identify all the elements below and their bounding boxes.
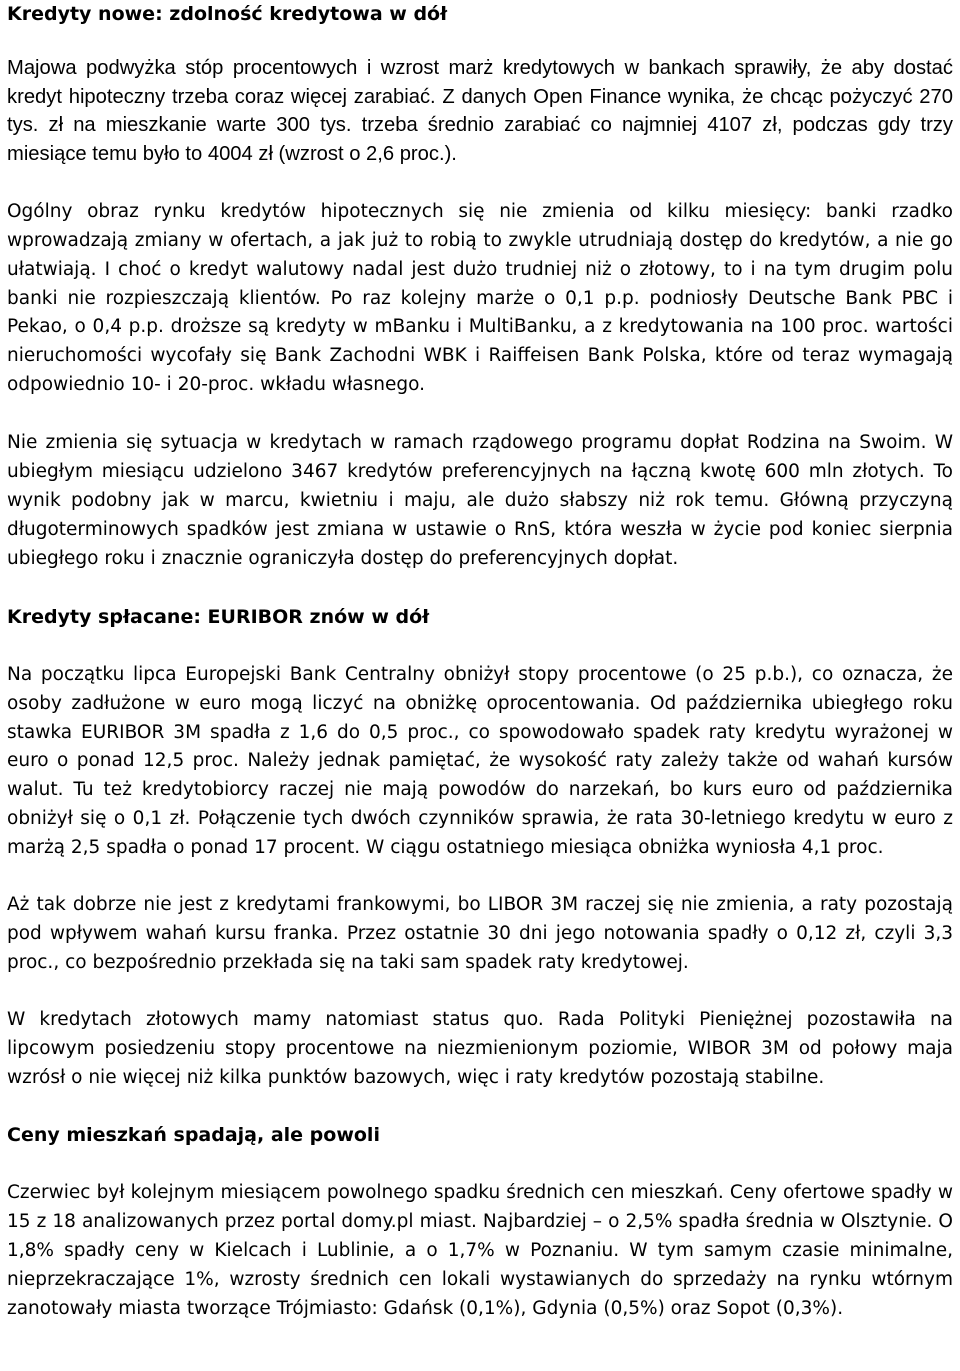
section-heading-new-loans: Kredyty nowe: zdolność kredytowa w dół	[7, 3, 448, 25]
paragraph-euribor: Na początku lipca Europejski Bank Centralny obniżył stopy procentowe (o 25 p.b.), co oznacza, że osoby zadłużone w euro mogą liczyć na obniżkę oprocentowania. Od października ubiegłego roku stawka EURIBOR 3M spadła z 1,6 do 0,5 proc., co spowodowało spadek raty kredytu wyrażonej w euro o ponad 12,5 proc. Należy jednak pamiętać, że wysokość raty zależy także od wahań kursów walut. Tu też kredytobiorcy raczej nie mają powodów do narzekań, bo kurs euro od października obniżył się o 0,1 zł. Połączenie tych dwóch czynników sprawia, że rata 30-letniego kredytu w euro z marżą 2,5 spadła o ponad 17 procent. W ciągu ostatniego miesiąca obniżka wyniosła 4,1 proc.	[7, 663, 953, 859]
paragraph-credit-capacity: Majowa podwyżka stóp procentowych i wzrost marż kredytowych w bankach sprawiły, że aby dostać kredyt hipoteczny trzeba coraz więcej zarabiać. Z danych Open Finance wynika, że chcąc pożyczyć 270 tys. zł na mieszkanie warte 300 tys. trzeba średnio zarabiać co najmniej 4107 zł, podczas gdy trzy miesiące temu było to 4004 zł (wzrost o 2,6 proc.).	[7, 57, 953, 166]
paragraph-zloty-loans: W kredytach złotowych mamy natomiast status quo. Rada Polityki Pieniężnej pozostawiła na lipcowym posiedzeniu stopy procentowe na niezmienionym poziomie, WIBOR 3M od połowy maja wzrósł o nie więcej niż kilka punktów bazowych, więc i raty kredytów pozostają stabilne.	[7, 1008, 953, 1088]
paragraph-price-changes: Czerwiec był kolejnym miesiącem powolnego spadku średnich cen mieszkań. Ceny ofertowe spadły w 15 z 18 analizowanych przez portal domy.pl miast. Najbardziej – o 2,5% spadła średnia w Olsztynie. O 1,8% spadły ceny w Kielcach i Lublinie, a o 1,7% w Poznaniu. W tym samym czasie minimalne, nieprzekraczające 1%, wzrosty średnich cen lokali wystawianych do sprzedaży na rynku wtórnym zanotowały miasta tworzące Trójmiasto: Gdańsk (0,1%), Gdynia (0,5%) oraz Sopot (0,3%).	[7, 1182, 953, 1320]
paragraph-rodzina-na-swoim: Nie zmienia się sytuacja w kredytach w ramach rządowego programu dopłat Rodzina na Swoim. W ubiegłym miesiącu udzielono 3467 kredytów preferencyjnych na łączną kwotę 600 mln złotych. To wynik podobny jak w marcu, kwietniu i maju, ale dużo słabszy niż rok temu. Główną przyczyną długoterminowych spadków jest zmiana w ustawie o RnS, która weszła w życie pod koniec sierpnia ubiegłego roku i znacznie ograniczyła dostęp do preferencyjnych dopłat.	[7, 432, 953, 569]
paragraph-libor-franc: Aż tak dobrze nie jest z kredytami frankowymi, bo LIBOR 3M raczej się nie zmienia, a raty pozostają pod wpływem wahań kursu franka. Przez ostatnie 30 dni jego notowania spadły o 0,12 zł, czyli 3,3 proc., co bezpośrednio przekłada się na taki sam spadek raty kredytowej.	[7, 894, 953, 973]
section-heading-apartment-prices: Ceny mieszkań spadają, ale powoli	[7, 1124, 380, 1147]
paragraph-mortgage-market: Ogólny obraz rynku kredytów hipotecznych się nie zmienia od kilku miesięcy: banki rzadko wprowadzają zmiany w ofertach, a jak już to robią to zwykle utrudniają dostęp do kredytów, a nie go ułatwiają. I choć o kredyt walutowy nadal jest dużo trudniej niż o złotowy, to i na tym drugim polu banki nie rozpieszczają klientów. Po raz kolejny marże o 0,1 p.p. podniosły Deutsche Bank PBC i Pekao, o 0,4 p.p. droższe są kredyty w mBanku i MultiBanku, a z kredytowania na 100 proc. wartości nieruchomości wycofały się Bank Zachodni WBK i Raiffeisen Bank Polska, które od teraz wymagają odpowiednio 10- i 20-proc. wkładu własnego.	[7, 200, 953, 396]
section-heading-repaid-loans: Kredyty spłacane: EURIBOR znów w dół	[7, 605, 430, 628]
